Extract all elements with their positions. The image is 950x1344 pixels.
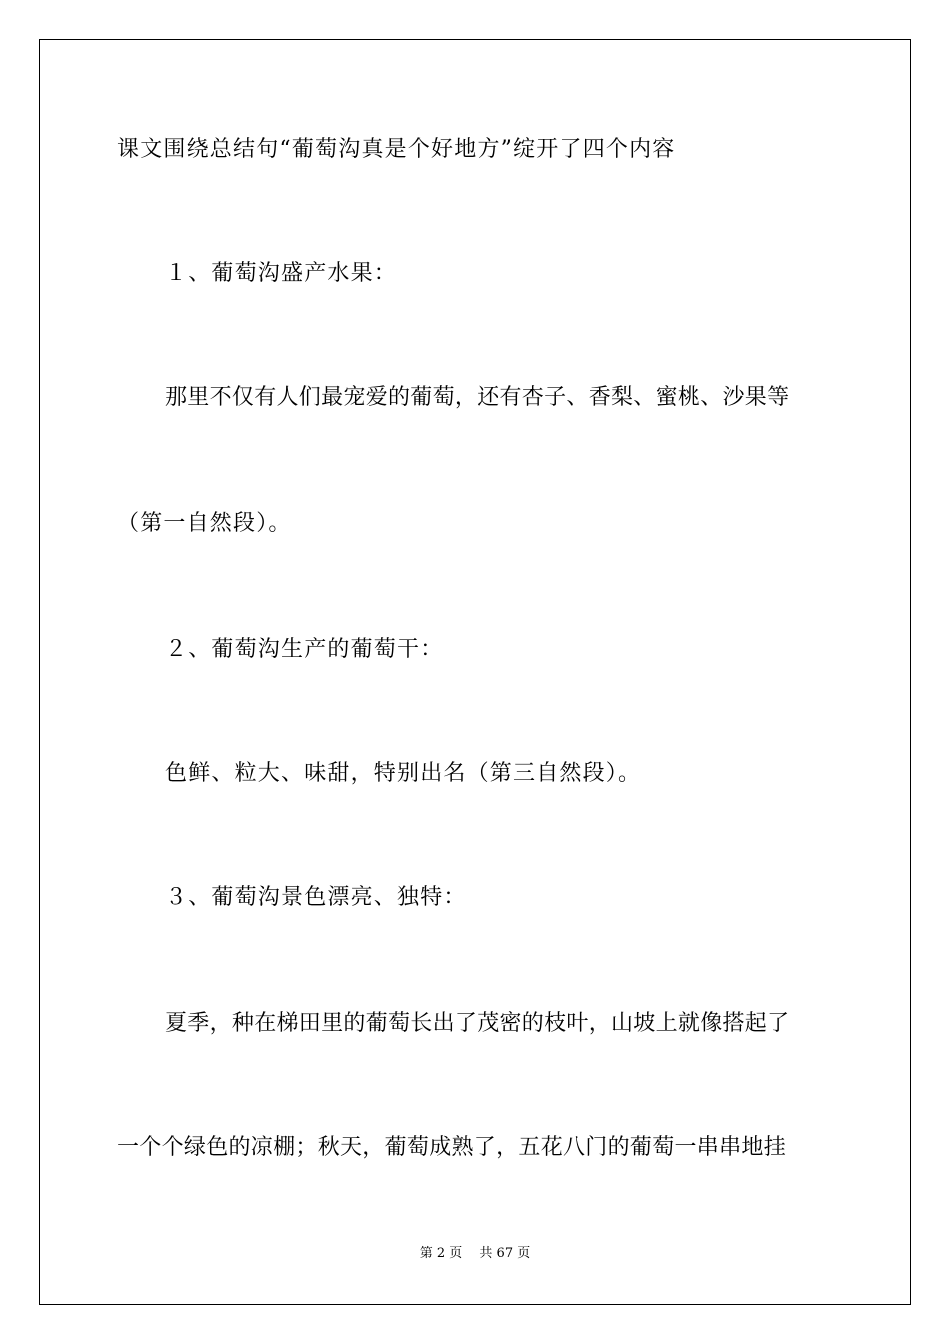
point-2-body: 色鲜、粒大、味甜，特别出名（第三自然段）。 — [165, 761, 642, 786]
point-3-body-line-1: 夏季，种在梯田里的葡萄长出了茂密的枝叶，山坡上就像搭起了 — [165, 1011, 790, 1036]
point-1-body-line-2: （第一自然段）。 — [117, 511, 292, 536]
point-1-heading: １、葡萄沟盛产水果： — [165, 261, 398, 286]
point-1-body-line-1: 那里不仅有人们最宠爱的葡萄，还有杏子、香梨、蜜桃、沙果等 — [165, 385, 790, 410]
point-2-heading: ２、葡萄沟生产的葡萄干： — [165, 637, 444, 662]
summary-sentence: 课文围绕总结句“葡萄沟真是个好地方”绽开了四个内容 — [117, 137, 676, 162]
point-3-heading: ３、葡萄沟景色漂亮、独特： — [165, 885, 467, 910]
point-3-body-line-2: 一个个绿色的凉棚；秋天，葡萄成熟了，五花八门的葡萄一串串地挂 — [117, 1135, 787, 1160]
page-number-footer: 第 2 页 共 67 页 — [419, 1246, 531, 1261]
page-border — [39, 39, 911, 1305]
